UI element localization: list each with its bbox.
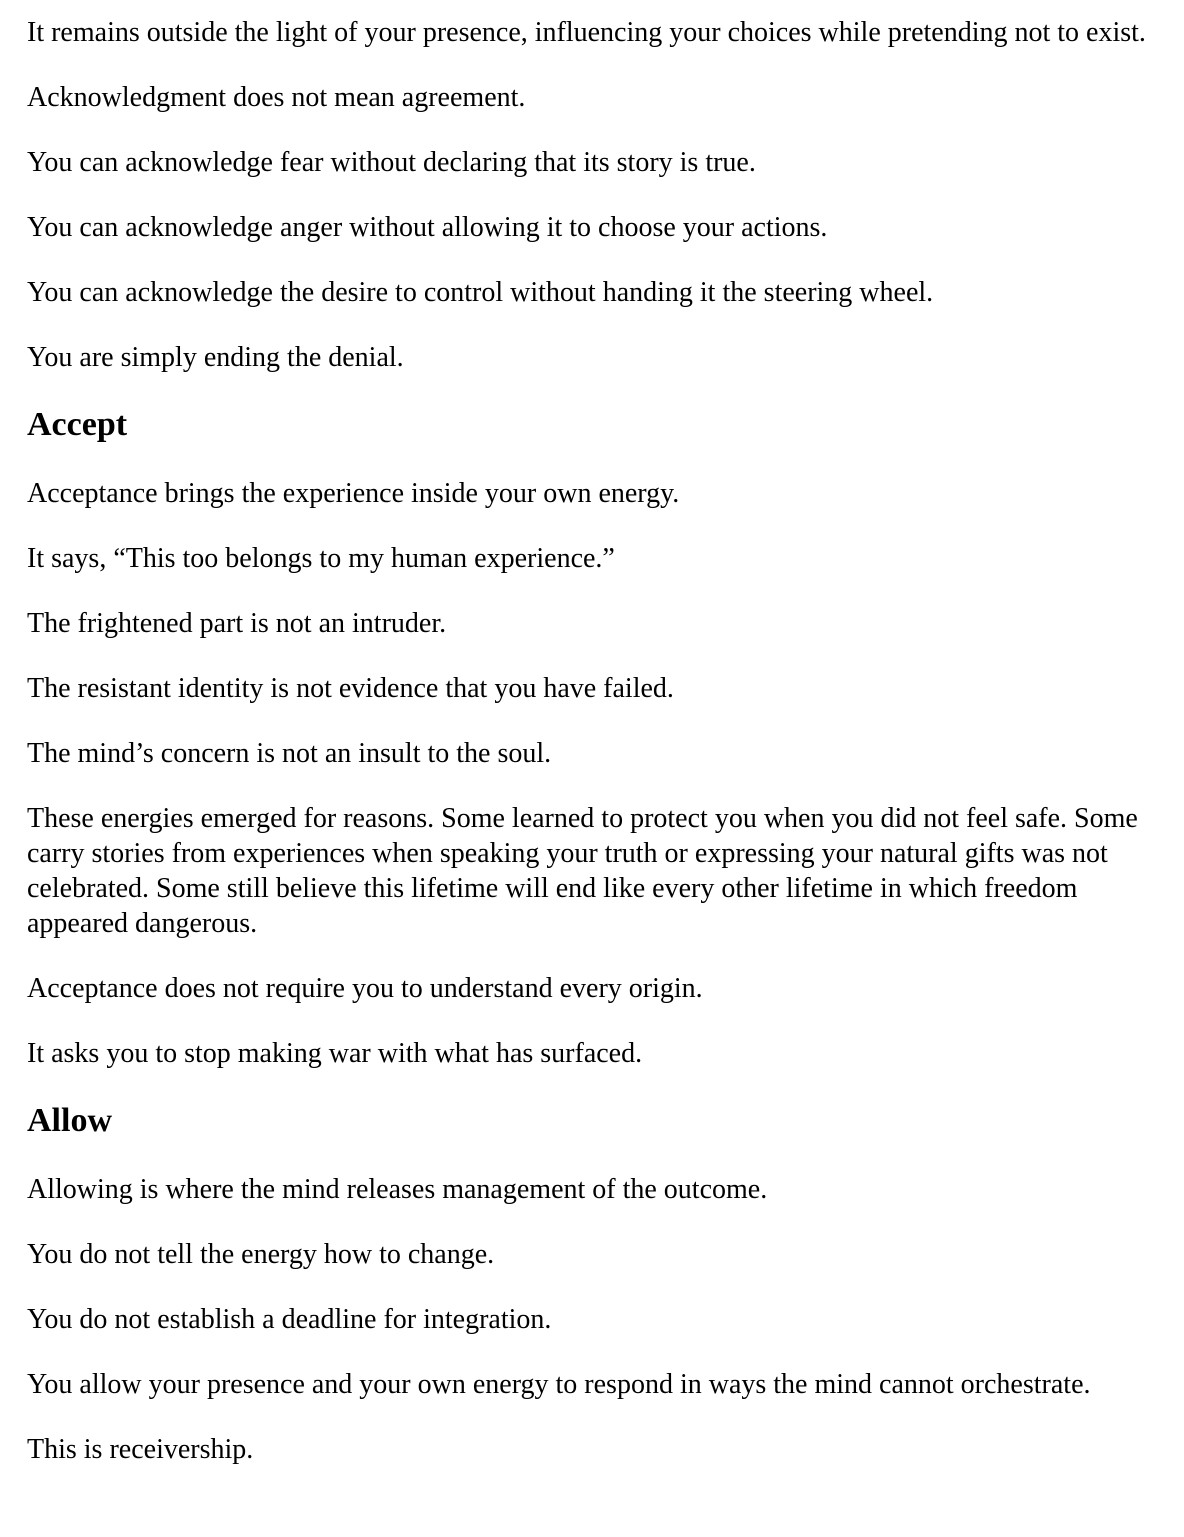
section-heading-allow: Allow xyxy=(27,1102,112,1139)
paragraph: It remains outside the light of your presence, influencing your choices while pretending not to exist. xyxy=(27,17,1146,48)
paragraph: The resistant identity is not evidence that you have failed. xyxy=(27,673,674,704)
paragraph: You do not tell the energy how to change. xyxy=(27,1239,495,1270)
paragraph: Acceptance brings the experience inside your own energy. xyxy=(27,478,680,509)
paragraph: It asks you to stop making war with what has surfaced. xyxy=(27,1038,643,1069)
paragraph: You allow your presence and your own energy to respond in ways the mind cannot orchestrate. xyxy=(27,1369,1091,1400)
allow-section xyxy=(27,1101,1168,1467)
paragraph: Acceptance does not require you to understand every origin. xyxy=(27,973,703,1004)
paragraph: You do not establish a deadline for integration. xyxy=(27,1304,552,1335)
paragraph: You can acknowledge anger without allowing it to choose your actions. xyxy=(27,212,828,243)
paragraph: You can acknowledge the desire to control without handing it the steering wheel. xyxy=(27,277,934,308)
accept-section xyxy=(27,405,1168,1071)
paragraph: The mind’s concern is not an insult to the soul. xyxy=(27,738,552,769)
paragraph: These energies emerged for reasons. Some learned to protect you when you did not feel safe. Some carry stories from experiences when speaking your truth or expressing your natural gifts was not celebrated. Some still believe this lifetime will end like every other lifetime in which freedom appeared dangerous. xyxy=(27,803,1138,939)
intro-section xyxy=(27,15,1168,375)
paragraph: Acknowledgment does not mean agreement. xyxy=(27,82,526,113)
paragraph: This is receivership. xyxy=(27,1434,254,1465)
paragraph: It says, “This too belongs to my human experience.” xyxy=(27,543,615,574)
paragraph: Allowing is where the mind releases management of the outcome. xyxy=(27,1174,768,1205)
paragraph: You are simply ending the denial. xyxy=(27,342,404,373)
paragraph: The frightened part is not an intruder. xyxy=(27,608,447,639)
paragraph: You can acknowledge fear without declaring that its story is true. xyxy=(27,147,756,178)
section-heading-accept: Accept xyxy=(27,406,128,443)
